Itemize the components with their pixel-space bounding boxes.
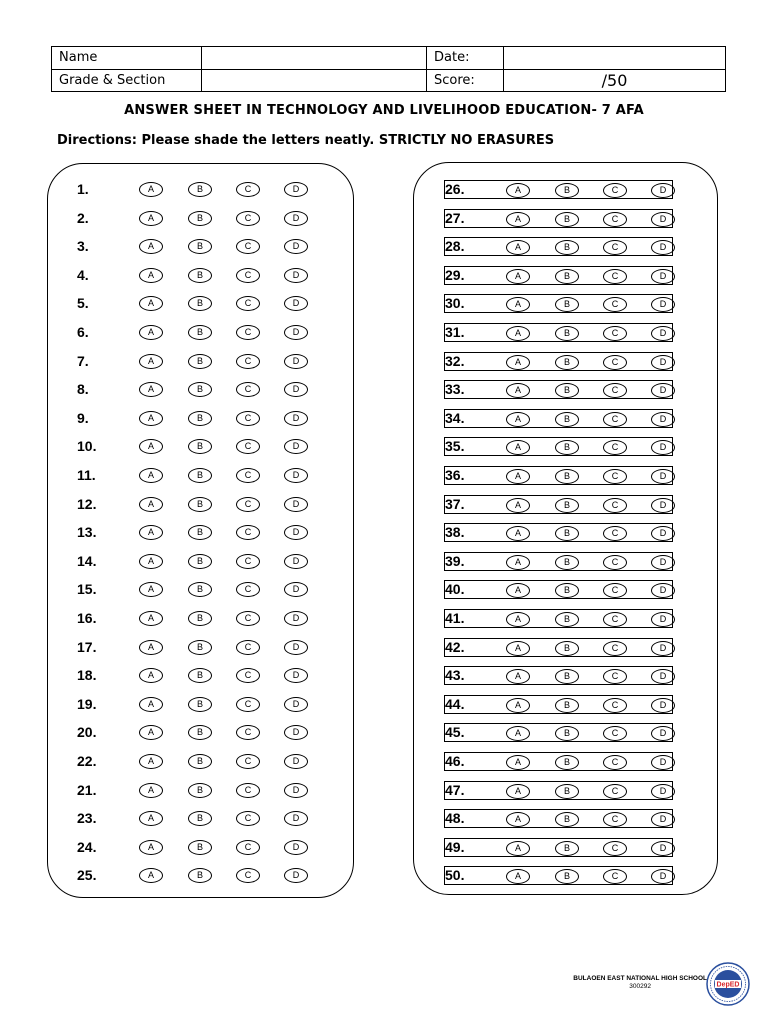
choice-bubble-c[interactable]: C [236, 811, 260, 826]
choice-bubble-d[interactable]: D [284, 668, 308, 683]
choice-bubble-a[interactable]: A [506, 841, 530, 856]
choice-bubble-c[interactable]: C [236, 354, 260, 369]
choice-bubble-c[interactable]: C [236, 582, 260, 597]
choice-bubble-b[interactable]: B [555, 326, 579, 341]
choice-bubble-d[interactable]: D [651, 641, 675, 656]
choice-bubble-b[interactable]: B [188, 325, 212, 340]
item-number: 42. [445, 638, 465, 655]
answer-row [444, 352, 673, 371]
choice-bubble-c[interactable]: C [603, 326, 627, 341]
choice-bubble-b[interactable]: B [555, 669, 579, 684]
choice-bubble-b[interactable]: B [555, 555, 579, 570]
choice-bubble-c[interactable]: C [603, 812, 627, 827]
choice-bubble-d[interactable]: D [651, 240, 675, 255]
choice-bubble-d[interactable]: D [284, 325, 308, 340]
choice-bubble-b[interactable]: B [555, 498, 579, 513]
item-number: 38. [445, 524, 465, 541]
date-field[interactable] [504, 47, 726, 70]
choice-bubble-b[interactable]: B [188, 525, 212, 540]
answer-row [444, 237, 673, 256]
directions-text: Directions: Please shade the letters neatly. STRICTLY NO ERASURES [57, 133, 555, 148]
choice-bubble-c[interactable]: C [236, 239, 260, 254]
answer-row [444, 294, 673, 313]
choice-bubble-c[interactable]: C [236, 754, 260, 769]
item-number: 10. [77, 438, 97, 455]
choice-bubble-b[interactable]: B [555, 469, 579, 484]
item-number: 2. [77, 209, 89, 226]
choice-bubble-d[interactable]: D [651, 383, 675, 398]
choice-bubble-a[interactable]: A [139, 296, 163, 311]
choice-bubble-a[interactable]: A [139, 525, 163, 540]
choice-bubble-d[interactable]: D [651, 212, 675, 227]
item-number: 22. [77, 753, 97, 769]
choice-bubble-c[interactable]: C [236, 868, 260, 883]
item-number: 33. [445, 381, 465, 398]
choice-bubble-c[interactable]: C [603, 526, 627, 541]
choice-bubble-c[interactable]: C [236, 783, 260, 798]
choice-bubble-c[interactable]: C [603, 240, 627, 255]
choice-bubble-b[interactable]: B [555, 355, 579, 370]
choice-bubble-a[interactable]: A [139, 554, 163, 569]
choice-bubble-d[interactable]: D [284, 239, 308, 254]
choice-bubble-d[interactable]: D [284, 296, 308, 311]
choice-bubble-c[interactable]: C [603, 297, 627, 312]
choice-bubble-c[interactable]: C [603, 383, 627, 398]
choice-bubble-a[interactable]: A [506, 469, 530, 484]
choice-bubble-b[interactable]: B [555, 755, 579, 770]
choice-bubble-b[interactable]: B [555, 212, 579, 227]
choice-bubble-b[interactable]: B [555, 240, 579, 255]
choice-bubble-d[interactable]: D [651, 326, 675, 341]
answer-row [444, 466, 673, 485]
choice-bubble-c[interactable]: C [236, 497, 260, 512]
choice-bubble-d[interactable]: D [651, 269, 675, 284]
item-number: 7. [77, 352, 89, 369]
choice-bubble-b[interactable]: B [188, 811, 212, 826]
choice-bubble-b[interactable]: B [555, 726, 579, 741]
item-number: 5. [77, 295, 89, 312]
item-number: 13. [77, 524, 97, 541]
choice-bubble-d[interactable]: D [284, 439, 308, 454]
school-id: 300292 [629, 983, 651, 990]
answer-row [444, 695, 673, 714]
choice-bubble-a[interactable]: A [506, 412, 530, 427]
choice-bubble-a[interactable]: A [139, 811, 163, 826]
choice-bubble-d[interactable]: D [651, 412, 675, 427]
choice-bubble-b[interactable]: B [555, 183, 579, 198]
choice-bubble-b[interactable]: B [555, 383, 579, 398]
choice-bubble-b[interactable]: B [555, 784, 579, 799]
choice-bubble-c[interactable]: C [603, 183, 627, 198]
choice-bubble-d[interactable]: D [651, 555, 675, 570]
choice-bubble-b[interactable]: B [188, 239, 212, 254]
choice-bubble-a[interactable]: A [139, 840, 163, 855]
grade-section-label: Grade & Section [52, 69, 202, 92]
choice-bubble-b[interactable]: B [188, 296, 212, 311]
item-number: 32. [445, 352, 465, 369]
choice-bubble-d[interactable]: D [651, 698, 675, 713]
choice-bubble-b[interactable]: B [188, 497, 212, 512]
choice-bubble-a[interactable]: A [506, 355, 530, 370]
choice-bubble-c[interactable]: C [603, 755, 627, 770]
item-number: 3. [77, 238, 89, 255]
choice-bubble-b[interactable]: B [188, 439, 212, 454]
choice-bubble-c[interactable]: C [236, 325, 260, 340]
choice-bubble-d[interactable]: D [284, 868, 308, 883]
choice-bubble-c[interactable]: C [603, 412, 627, 427]
item-number: 46. [445, 753, 465, 769]
choice-bubble-b[interactable]: B [188, 182, 212, 197]
choice-bubble-d[interactable]: D [651, 498, 675, 513]
choice-bubble-a[interactable]: A [139, 239, 163, 254]
choice-bubble-d[interactable]: D [284, 182, 308, 197]
choice-bubble-a[interactable]: A [139, 611, 163, 626]
choice-bubble-c[interactable]: C [603, 440, 627, 455]
choice-bubble-d[interactable]: D [284, 611, 308, 626]
choice-bubble-a[interactable]: A [139, 268, 163, 283]
choice-bubble-c[interactable]: C [236, 525, 260, 540]
choice-bubble-a[interactable]: A [139, 725, 163, 740]
choice-bubble-b[interactable]: B [188, 840, 212, 855]
choice-bubble-a[interactable]: A [139, 211, 163, 226]
choice-bubble-d[interactable]: D [651, 812, 675, 827]
choice-bubble-b[interactable]: B [188, 640, 212, 655]
choice-bubble-c[interactable]: C [603, 841, 627, 856]
item-number: 30. [445, 295, 465, 312]
item-number: 29. [445, 266, 465, 283]
choice-bubble-c[interactable]: C [603, 355, 627, 370]
choice-bubble-d[interactable]: D [284, 754, 308, 769]
choice-bubble-c[interactable]: C [603, 212, 627, 227]
answer-row [444, 609, 673, 628]
choice-bubble-d[interactable]: D [284, 783, 308, 798]
item-number: 48. [445, 810, 465, 827]
choice-bubble-b[interactable]: B [555, 297, 579, 312]
item-number: 6. [77, 324, 89, 340]
choice-bubble-a[interactable]: A [506, 612, 530, 627]
answer-row [444, 266, 673, 285]
choice-bubble-d[interactable]: D [651, 669, 675, 684]
choice-bubble-b[interactable]: B [188, 725, 212, 740]
choice-bubble-d[interactable]: D [651, 526, 675, 541]
choice-bubble-d[interactable]: D [284, 268, 308, 283]
choice-bubble-b[interactable]: B [188, 268, 212, 283]
school-name: BULAOEN EAST NATIONAL HIGH SCHOOL [573, 975, 707, 982]
choice-bubble-d[interactable]: D [284, 811, 308, 826]
choice-bubble-b[interactable]: B [555, 440, 579, 455]
choice-bubble-a[interactable]: A [139, 468, 163, 483]
choice-bubble-a[interactable]: A [506, 726, 530, 741]
choice-bubble-a[interactable]: A [139, 439, 163, 454]
choice-bubble-c[interactable]: C [236, 468, 260, 483]
grade-section-field[interactable] [202, 69, 427, 92]
choice-bubble-b[interactable]: B [188, 868, 212, 883]
choice-bubble-c[interactable]: C [603, 641, 627, 656]
item-number: 50. [445, 867, 465, 884]
choice-bubble-a[interactable]: A [139, 697, 163, 712]
choice-bubble-c[interactable]: C [603, 555, 627, 570]
choice-bubble-a[interactable]: A [139, 382, 163, 397]
choice-bubble-d[interactable]: D [651, 726, 675, 741]
choice-bubble-b[interactable]: B [188, 783, 212, 798]
choice-bubble-c[interactable]: C [236, 411, 260, 426]
choice-bubble-b[interactable]: B [188, 411, 212, 426]
choice-bubble-a[interactable]: A [506, 498, 530, 513]
student-info-table [51, 46, 726, 92]
choice-bubble-d[interactable]: D [651, 297, 675, 312]
choice-bubble-d[interactable]: D [284, 497, 308, 512]
answer-row [444, 666, 673, 685]
item-number: 44. [445, 695, 465, 712]
choice-bubble-c[interactable]: C [236, 554, 260, 569]
deped-seal-icon [706, 962, 750, 1006]
score-label: Score: [427, 69, 504, 92]
choice-bubble-c[interactable]: C [236, 840, 260, 855]
choice-bubble-d[interactable]: D [284, 525, 308, 540]
item-number: 1. [77, 181, 89, 197]
choice-bubble-b[interactable]: B [188, 468, 212, 483]
choice-bubble-c[interactable]: C [236, 439, 260, 454]
answer-row [444, 638, 673, 657]
item-number: 11. [77, 467, 96, 483]
answer-row [444, 809, 673, 828]
choice-bubble-a[interactable]: A [506, 669, 530, 684]
item-number: 16. [77, 610, 97, 626]
choice-bubble-c[interactable]: C [236, 296, 260, 311]
item-number: 12. [77, 495, 97, 512]
choice-bubble-a[interactable]: A [139, 783, 163, 798]
answer-row [444, 180, 673, 199]
choice-bubble-b[interactable]: B [555, 526, 579, 541]
choice-bubble-d[interactable]: D [284, 554, 308, 569]
choice-bubble-a[interactable]: A [506, 183, 530, 198]
choice-bubble-c[interactable]: C [603, 698, 627, 713]
item-number: 31. [445, 324, 465, 340]
choice-bubble-d[interactable]: D [284, 382, 308, 397]
choice-bubble-c[interactable]: C [236, 268, 260, 283]
choice-bubble-c[interactable]: C [236, 725, 260, 740]
choice-bubble-b[interactable]: B [188, 697, 212, 712]
choice-bubble-a[interactable]: A [506, 641, 530, 656]
choice-bubble-a[interactable]: A [506, 526, 530, 541]
item-number: 36. [445, 467, 465, 483]
choice-bubble-d[interactable]: D [284, 354, 308, 369]
choice-bubble-d[interactable]: D [651, 469, 675, 484]
choice-bubble-a[interactable]: A [139, 497, 163, 512]
item-number: 28. [445, 238, 465, 255]
answer-row [444, 723, 673, 742]
choice-bubble-b[interactable]: B [555, 641, 579, 656]
choice-bubble-c[interactable]: C [236, 182, 260, 197]
choice-bubble-c[interactable]: C [236, 668, 260, 683]
choice-bubble-a[interactable]: A [506, 383, 530, 398]
item-number: 9. [77, 409, 89, 426]
choice-bubble-d[interactable]: D [651, 183, 675, 198]
choice-bubble-a[interactable]: A [506, 583, 530, 598]
item-number: 40. [445, 581, 465, 598]
choice-bubble-d[interactable]: D [651, 583, 675, 598]
choice-bubble-b[interactable]: B [555, 812, 579, 827]
choice-bubble-a[interactable]: A [506, 755, 530, 770]
item-number: 43. [445, 667, 465, 684]
choice-bubble-c[interactable]: C [236, 697, 260, 712]
choice-bubble-a[interactable]: A [139, 182, 163, 197]
choice-bubble-d[interactable]: D [284, 840, 308, 855]
answer-row [444, 380, 673, 399]
answer-row [444, 409, 673, 428]
item-number: 41. [445, 610, 465, 626]
choice-bubble-c[interactable]: C [603, 669, 627, 684]
date-label: Date: [427, 47, 504, 70]
choice-bubble-d[interactable]: D [651, 355, 675, 370]
choice-bubble-d[interactable]: D [284, 411, 308, 426]
choice-bubble-a[interactable]: A [506, 784, 530, 799]
choice-bubble-a[interactable]: A [139, 668, 163, 683]
choice-bubble-b[interactable]: B [188, 211, 212, 226]
choice-bubble-a[interactable]: A [506, 240, 530, 255]
choice-bubble-c[interactable]: C [236, 211, 260, 226]
choice-bubble-b[interactable]: B [555, 269, 579, 284]
item-number: 47. [445, 781, 465, 798]
score-field[interactable]: /50 [504, 69, 726, 92]
answer-row [444, 838, 673, 857]
choice-bubble-d[interactable]: D [651, 755, 675, 770]
choice-bubble-a[interactable]: A [506, 812, 530, 827]
item-number: 26. [445, 181, 465, 197]
item-number: 35. [445, 438, 465, 455]
choice-bubble-a[interactable]: A [139, 754, 163, 769]
item-number: 34. [445, 409, 465, 426]
choice-bubble-b[interactable]: B [555, 412, 579, 427]
choice-bubble-a[interactable]: A [139, 640, 163, 655]
choice-bubble-b[interactable]: B [555, 612, 579, 627]
item-number: 4. [77, 266, 89, 283]
choice-bubble-c[interactable]: C [603, 469, 627, 484]
choice-bubble-d[interactable]: D [651, 784, 675, 799]
choice-bubble-a[interactable]: A [139, 325, 163, 340]
answer-row [444, 580, 673, 599]
choice-bubble-c[interactable]: C [236, 611, 260, 626]
answer-row [444, 552, 673, 571]
choice-bubble-a[interactable]: A [139, 868, 163, 883]
choice-bubble-c[interactable]: C [236, 382, 260, 397]
choice-bubble-a[interactable]: A [506, 212, 530, 227]
choice-bubble-c[interactable]: C [603, 269, 627, 284]
answer-row [444, 866, 673, 885]
item-number: 18. [77, 667, 97, 684]
choice-bubble-d[interactable]: D [651, 612, 675, 627]
item-number: 17. [77, 638, 97, 655]
item-number: 23. [77, 810, 97, 827]
choice-bubble-b[interactable]: B [188, 554, 212, 569]
choice-bubble-b[interactable]: B [188, 354, 212, 369]
choice-bubble-d[interactable]: D [651, 841, 675, 856]
choice-bubble-a[interactable]: A [506, 269, 530, 284]
choice-bubble-c[interactable]: C [603, 498, 627, 513]
choice-bubble-c[interactable]: C [603, 612, 627, 627]
choice-bubble-b[interactable]: B [188, 611, 212, 626]
choice-bubble-d[interactable]: D [284, 725, 308, 740]
sheet-title: ANSWER SHEET IN TECHNOLOGY AND LIVELIHOOD EDUCATION- 7 AFA [124, 103, 644, 118]
answer-row [444, 752, 673, 771]
choice-bubble-a[interactable]: A [506, 440, 530, 455]
choice-bubble-c[interactable]: C [603, 784, 627, 799]
choice-bubble-b[interactable]: B [188, 754, 212, 769]
choice-bubble-b[interactable]: B [555, 841, 579, 856]
item-number: 27. [445, 209, 465, 226]
item-number: 8. [77, 381, 89, 398]
item-number: 15. [77, 581, 97, 598]
answer-row [444, 781, 673, 800]
item-number: 37. [445, 495, 465, 512]
choice-bubble-d[interactable]: D [284, 468, 308, 483]
choice-bubble-a[interactable]: A [506, 326, 530, 341]
choice-bubble-d[interactable]: D [651, 440, 675, 455]
item-number: 25. [77, 867, 97, 884]
choice-bubble-d[interactable]: D [651, 869, 675, 884]
choice-bubble-a[interactable]: A [506, 869, 530, 884]
school-footer [573, 975, 707, 991]
choice-bubble-c[interactable]: C [603, 583, 627, 598]
choice-bubble-a[interactable]: A [506, 698, 530, 713]
choice-bubble-a[interactable]: A [139, 354, 163, 369]
choice-bubble-d[interactable]: D [284, 697, 308, 712]
choice-bubble-b[interactable]: B [188, 382, 212, 397]
answer-row [444, 323, 673, 342]
choice-bubble-c[interactable]: C [603, 726, 627, 741]
choice-bubble-a[interactable]: A [506, 297, 530, 312]
choice-bubble-b[interactable]: B [555, 583, 579, 598]
choice-bubble-d[interactable]: D [284, 211, 308, 226]
item-number: 45. [445, 724, 465, 741]
choice-bubble-a[interactable]: A [506, 555, 530, 570]
item-number: 21. [77, 781, 97, 798]
choice-bubble-b[interactable]: B [188, 668, 212, 683]
item-number: 49. [445, 838, 465, 855]
choice-bubble-d[interactable]: D [284, 640, 308, 655]
name-field[interactable] [202, 47, 427, 70]
choice-bubble-b[interactable]: B [555, 698, 579, 713]
answer-row [444, 209, 673, 228]
choice-bubble-b[interactable]: B [188, 582, 212, 597]
name-label: Name [52, 47, 202, 70]
choice-bubble-d[interactable]: D [284, 582, 308, 597]
answer-row [444, 437, 673, 456]
answer-row [444, 495, 673, 514]
item-number: 20. [77, 724, 97, 741]
item-number: 19. [77, 695, 97, 712]
choice-bubble-b[interactable]: B [555, 869, 579, 884]
seal-text: DepED [716, 981, 740, 989]
choice-bubble-a[interactable]: A [139, 411, 163, 426]
answer-row [444, 523, 673, 542]
item-number: 39. [445, 552, 465, 569]
choice-bubble-a[interactable]: A [139, 582, 163, 597]
choice-bubble-c[interactable]: C [236, 640, 260, 655]
item-number: 14. [77, 552, 97, 569]
item-number: 24. [77, 838, 97, 855]
choice-bubble-c[interactable]: C [603, 869, 627, 884]
